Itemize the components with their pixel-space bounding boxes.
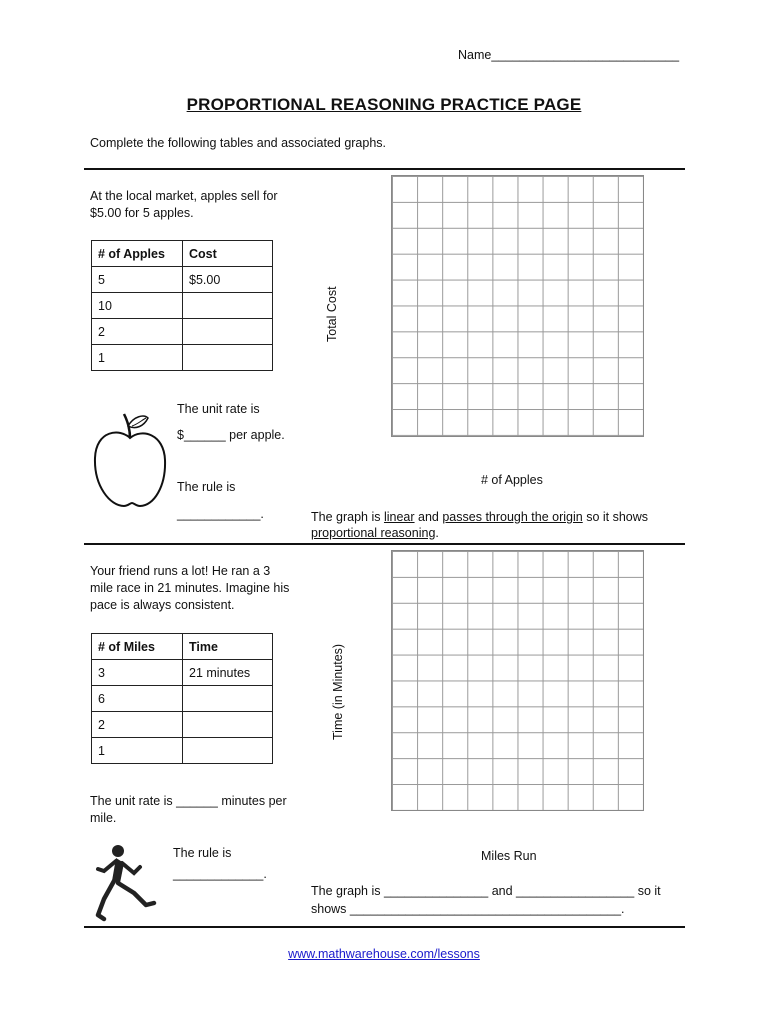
table-header-cell: Time xyxy=(183,634,273,660)
apples-graph-y-label: Total Cost xyxy=(325,286,339,342)
table-cell xyxy=(183,686,273,712)
table-cell: 10 xyxy=(92,293,183,319)
runner-icon xyxy=(94,843,160,923)
table-cell: 21 minutes xyxy=(183,660,273,686)
footer-link[interactable]: www.mathwarehouse.com/lessons xyxy=(288,947,480,961)
apples-unit-rate-line1: The unit rate is xyxy=(177,402,260,416)
apples-table xyxy=(91,240,273,371)
runner-graph-note-line2: shows _______________________________________. xyxy=(311,902,625,916)
table-cell: 2 xyxy=(92,319,183,345)
section-divider-bottom xyxy=(84,926,685,928)
instructions: Complete the following tables and associated graphs. xyxy=(90,136,387,150)
runner-graph-grid xyxy=(391,550,644,811)
note-text: The graph is xyxy=(311,510,384,524)
apples-rule-line2: ____________. xyxy=(177,507,264,521)
table-header-row xyxy=(92,634,273,660)
runner-problem-line1: Your friend runs a lot! He ran a 3 xyxy=(90,564,271,578)
table-header-row xyxy=(92,241,273,267)
table-cell xyxy=(183,712,273,738)
table-header-cell: # of Apples xyxy=(92,241,183,267)
name-field: Name___________________________ xyxy=(458,48,680,62)
note-text: and xyxy=(414,510,443,524)
footer xyxy=(0,945,768,963)
apples-graph-x-label: # of Apples xyxy=(481,473,543,487)
table-cell: 5 xyxy=(92,267,183,293)
table-cell: 1 xyxy=(92,345,183,371)
runner-graph-x-label: Miles Run xyxy=(481,849,537,863)
section-divider-top xyxy=(84,168,685,170)
note-text: so it shows xyxy=(582,510,649,524)
table-cell: 6 xyxy=(92,686,183,712)
table-row xyxy=(92,345,273,371)
runner-problem-line3: pace is always consistent. xyxy=(90,598,235,612)
table-cell: 3 xyxy=(92,660,183,686)
runner-table xyxy=(91,633,273,764)
runner-unit-rate-line2: mile. xyxy=(90,811,117,825)
note-origin: passes through the origin xyxy=(442,510,583,524)
table-header-cell: Cost xyxy=(183,241,273,267)
section-divider-middle xyxy=(84,543,685,545)
table-row xyxy=(92,293,273,319)
note-linear: linear xyxy=(383,510,415,524)
page-title: PROPORTIONAL REASONING PRACTICE PAGE xyxy=(186,95,582,114)
table-row xyxy=(92,660,273,686)
table-row xyxy=(92,738,273,764)
note-proportional: proportional reasoning xyxy=(311,526,436,540)
apples-rule-line1: The rule is xyxy=(177,480,236,494)
apples-graph-grid xyxy=(391,175,644,437)
table-row xyxy=(92,319,273,345)
apples-unit-rate-line2: $______ per apple. xyxy=(177,428,285,442)
table-row xyxy=(92,267,273,293)
runner-problem-line2: mile race in 21 minutes. Imagine his xyxy=(90,581,290,595)
apples-graph-note-line2 xyxy=(311,525,439,542)
table-cell: 2 xyxy=(92,712,183,738)
table-header-cell: # of Miles xyxy=(92,634,183,660)
table-cell: 1 xyxy=(92,738,183,764)
table-cell xyxy=(183,293,273,319)
apple-icon xyxy=(90,408,170,510)
apples-graph-note-line1 xyxy=(311,509,648,526)
table-row xyxy=(92,686,273,712)
runner-graph-note-line1: The graph is _______________ and _________________ so it xyxy=(311,884,661,898)
runner-unit-rate-line1: The unit rate is ______ minutes per xyxy=(90,794,287,808)
note-text: . xyxy=(435,526,439,540)
table-cell xyxy=(183,319,273,345)
runner-rule-line2: _____________. xyxy=(173,867,267,881)
runner-graph-y-label: Time (in Minutes) xyxy=(331,643,345,740)
table-cell xyxy=(183,345,273,371)
apples-problem-line1: At the local market, apples sell for xyxy=(90,189,278,203)
table-cell: $5.00 xyxy=(183,267,273,293)
table-row xyxy=(92,712,273,738)
table-cell xyxy=(183,738,273,764)
apples-problem-line2: $5.00 for 5 apples. xyxy=(90,206,194,220)
runner-rule-line1: The rule is xyxy=(173,846,232,860)
